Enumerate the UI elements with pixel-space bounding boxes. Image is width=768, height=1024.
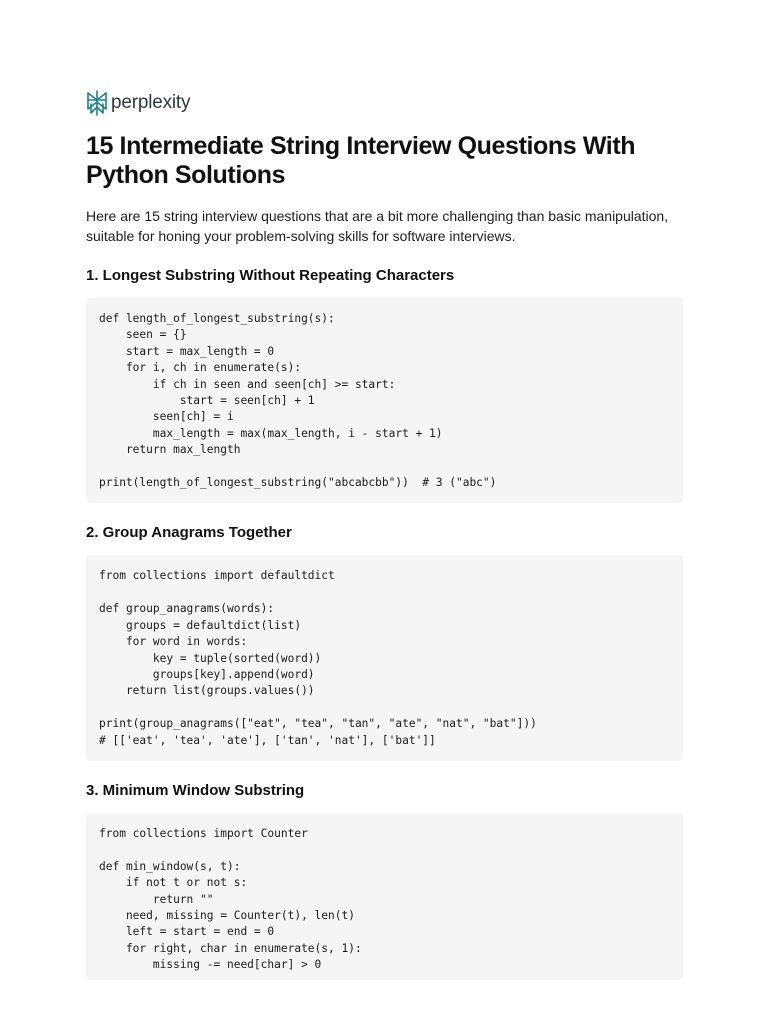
section-heading-1: 1. Longest Substring Without Repeating Characters — [86, 267, 455, 284]
code-block-2: from collections import defaultdict def group_anagrams(words): groups = defaultdict(list) for word in words: key = tuple(sorted(word)) groups[key].append(word) return list(groups.values()) print(group_anagrams(["eat", "tea", "tan", "ate", "nat", "bat"])) # [['eat', 'tea', 'ate'], ['tan', 'nat'], ['bat']] — [86, 555, 683, 760]
document-page — [86, 88, 683, 980]
section-heading-3: 3. Minimum Window Substring — [86, 781, 305, 799]
code-block-1: def length_of_longest_substring(s): seen = {} start = max_length = 0 for i, ch in enumerate(s): if ch in seen and seen[ch] >= start: start = seen[ch] + 1 seen[ch] = i max_length = max(max_length, i - start + 1) return max_length print(length_of_longest_substring("abcabcbb")) # 3 ("abc") — [86, 298, 683, 503]
page-title: 15 Intermediate String Interview Questions With Python Solutions — [86, 132, 636, 189]
perplexity-logo-icon — [86, 90, 108, 116]
code-block-3: from collections import Counter def min_window(s, t): if not t or not s: return "" need, missing = Counter(t), len(t) left = start = end = 0 for right, char in enumerate(s, 1): missing -= need[char] > 0 — [86, 813, 683, 980]
brand-logo[interactable] — [86, 88, 683, 118]
brand-name: perplexity — [111, 92, 191, 113]
intro-paragraph: Here are 15 string interview questions that are a bit more challenging than basic manipulation, suitable for honing your problem-solving skills for software interviews. — [86, 208, 669, 244]
section-heading-2: 2. Group Anagrams Together — [86, 524, 292, 542]
